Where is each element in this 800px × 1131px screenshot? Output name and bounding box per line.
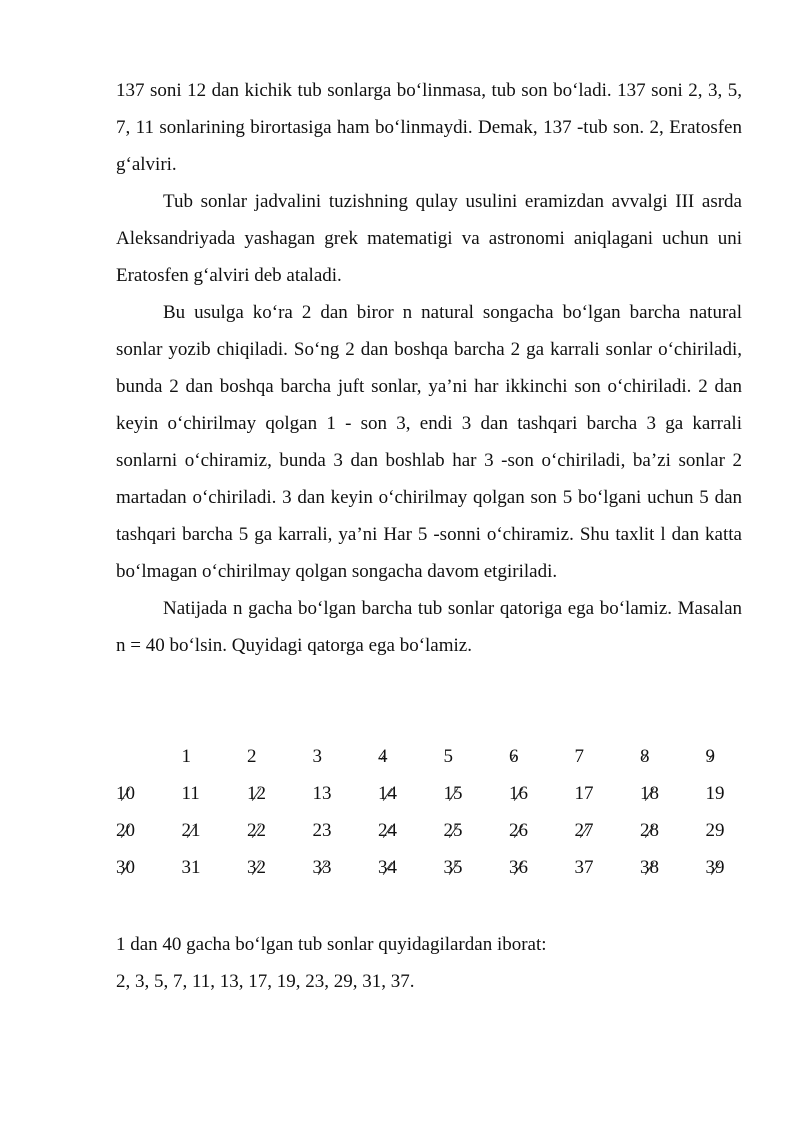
sieve-cell	[706, 812, 772, 849]
paragraph-2: Tub sonlar jadvalini tuzishning qulay usulini eramizdan avvalgi III asrda Aleksandriyada yashagan grek matematigi va astronomi aniqlagani uchun uni Eratosfen g‘alviri deb ataladi.	[116, 191, 742, 286]
number: 5	[443, 745, 453, 767]
sieve-cell	[378, 775, 444, 812]
crossed-number: 12	[247, 782, 266, 804]
number: 1	[181, 745, 191, 767]
prime-list: 2, 3, 5, 7, 11, 13, 17, 19, 23, 29, 31, 37.	[116, 971, 415, 992]
paragraph-4: Natijada n gacha bo‘lgan barcha tub sonlar qatoriga ega bo‘lamiz. Masalan n = 40 bo‘lsin. Quyidagi qatorga ega bo‘lamiz.	[116, 598, 742, 656]
sieve-cell	[182, 738, 248, 775]
sieve-cell	[444, 775, 510, 812]
number: 37	[574, 856, 594, 878]
number: 13	[312, 782, 332, 804]
crossed-number: 25	[443, 819, 463, 841]
sieve-cell	[444, 738, 510, 775]
crossed-number: 28	[640, 819, 659, 841]
crossed-number: 30	[116, 856, 135, 878]
sieve-cell	[575, 812, 641, 849]
paragraph-1: 137 soni 12 dan kichik tub sonlarga bo‘linmasa, tub son bo‘ladi. 137 soni 2, 3, 5, 7, 11 sonlarining birortasiga ham bo‘linmaydi. Demak, 137 -tub son. 2, Eratosfen g‘alviri.	[116, 80, 742, 175]
sieve-cell	[640, 775, 706, 812]
sieve-cell	[640, 738, 706, 775]
sieve-cell	[640, 849, 706, 886]
sieve-cell	[378, 738, 444, 775]
sieve-cell	[706, 738, 772, 775]
sieve-table	[116, 738, 771, 886]
crossed-number: 8	[640, 745, 650, 767]
number: 3	[312, 745, 322, 767]
crossed-number: 34	[378, 856, 397, 878]
sieve-cell	[313, 812, 379, 849]
crossed-number: 16	[509, 782, 528, 804]
crossed-number: 18	[640, 782, 659, 804]
number: 19	[705, 782, 725, 804]
sieve-row	[116, 849, 771, 886]
sieve-cell	[116, 812, 182, 849]
number: 29	[705, 819, 725, 841]
sieve-cell	[247, 812, 313, 849]
sieve-cell	[509, 738, 575, 775]
sieve-row	[116, 738, 771, 775]
sieve-cell	[313, 775, 379, 812]
paragraph-3: Bu usulga ko‘ra 2 dan biror n natural songacha bo‘lgan barcha natural sonlar yozib chiqiladi. So‘ng 2 dan boshqa barcha 2 ga karrali sonlar o‘chiriladi, bunda 2 dan boshqa barcha juft sonlar, ya’ni har ikkinchi son o‘chiriladi. 2 dan keyin o‘chirilmay qolgan 1 - son 3, endi 3 dan tashqari barcha 3 ga karrali sonlarni o‘chiramiz, bunda 3 dan boshlab har 3 -son o‘chiriladi, ba’zi sonlar 2 martadan o‘chiriladi. 3 dan keyin o‘chirilmay qolgan son 5 bo‘lgani uchun 5 dan tashqari barcha 5 ga karrali, ya’ni Har 5 -sonni o‘chiramiz. Shu taxlit l dan katta bo‘lmagan o‘chirilmay qolgan songacha davom etgiriladi.	[116, 302, 742, 582]
crossed-number: 38	[640, 856, 659, 878]
crossed-number: 22	[247, 819, 266, 841]
crossed-number: 15	[443, 782, 463, 804]
number: 31	[181, 856, 201, 878]
sieve-cell	[706, 849, 772, 886]
sieve-cell	[378, 849, 444, 886]
crossed-number: 21	[181, 819, 201, 841]
crossed-number: 26	[509, 819, 528, 841]
crossed-number: 32	[247, 856, 266, 878]
sieve-row	[116, 775, 771, 812]
crossed-number: 20	[116, 819, 135, 841]
result-block	[116, 926, 742, 1000]
number: 7	[574, 745, 584, 767]
crossed-number: 39	[705, 856, 725, 878]
sieve-cell	[575, 849, 641, 886]
crossed-number: 9	[705, 745, 715, 767]
crossed-number: 24	[378, 819, 397, 841]
crossed-number: 10	[116, 782, 135, 804]
number: 2	[247, 745, 257, 767]
sieve-cell	[509, 849, 575, 886]
sieve-cell	[116, 775, 182, 812]
number: 11	[181, 782, 200, 804]
result-intro: 1 dan 40 gacha bo‘lgan tub sonlar quyidagilardan iborat:	[116, 934, 547, 955]
crossed-number: 35	[443, 856, 463, 878]
number: 23	[312, 819, 332, 841]
sieve-cell	[182, 775, 248, 812]
sieve-cell	[116, 849, 182, 886]
sieve-cell	[706, 775, 772, 812]
sieve-cell	[182, 849, 248, 886]
sieve-cell	[313, 738, 379, 775]
crossed-number: 6	[509, 745, 519, 767]
sieve-cell	[509, 812, 575, 849]
sieve-cell	[247, 849, 313, 886]
crossed-number: 36	[509, 856, 528, 878]
body-text	[116, 72, 742, 664]
sieve-cell	[575, 775, 641, 812]
sieve-cell	[182, 812, 248, 849]
sieve-cell	[247, 775, 313, 812]
sieve-row	[116, 812, 771, 849]
number: 17	[574, 782, 594, 804]
sieve-cell	[444, 849, 510, 886]
sieve-cell	[509, 775, 575, 812]
crossed-number: 4	[378, 745, 388, 767]
sieve-cell	[247, 738, 313, 775]
sieve-cell	[313, 849, 379, 886]
crossed-number: 14	[378, 782, 397, 804]
crossed-number: 27	[574, 819, 594, 841]
sieve-cell	[116, 738, 182, 775]
sieve-cell	[640, 812, 706, 849]
sieve-cell	[444, 812, 510, 849]
crossed-number: 33	[312, 856, 332, 878]
sieve-cell	[378, 812, 444, 849]
sieve-cell	[575, 738, 641, 775]
